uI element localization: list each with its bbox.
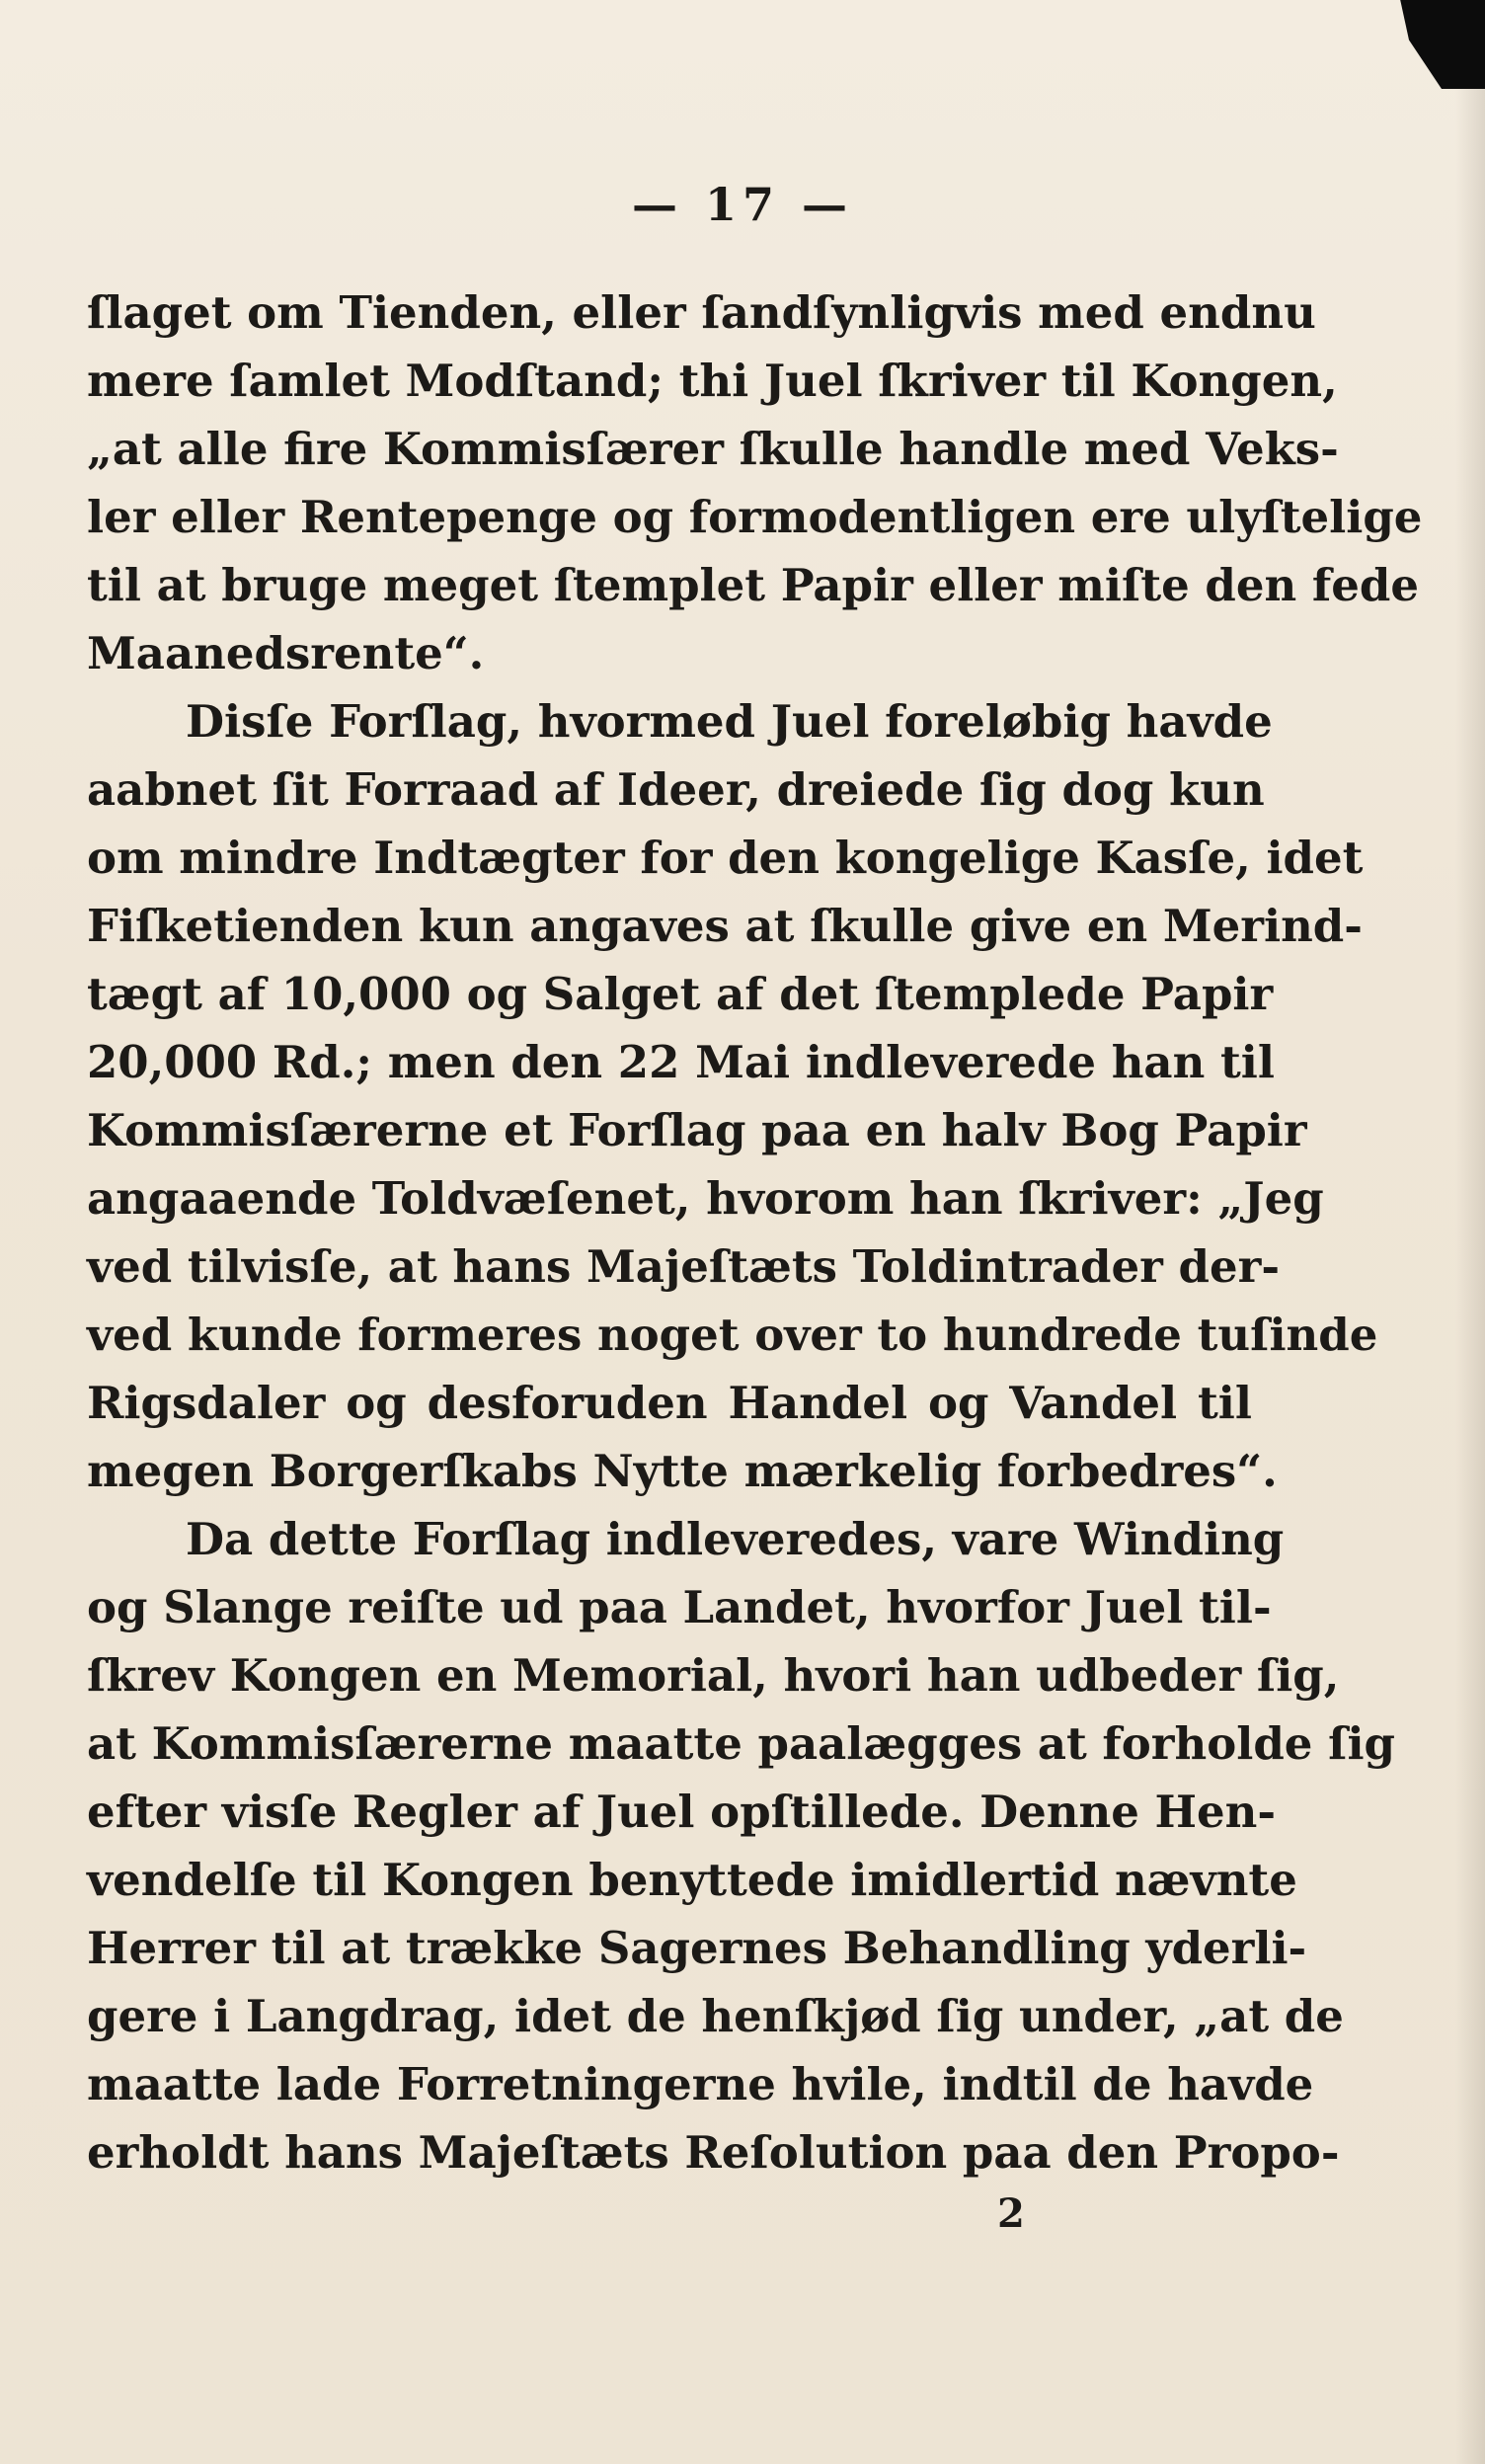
page-edge-shadow: [1455, 89, 1485, 2464]
text-line: aabnet ſit Forraad af Ideer, dreiede ſig dog kun: [87, 763, 1265, 816]
text-line: og Slange reiſte ud paa Landet, hvorfor Juel til-: [87, 1581, 1272, 1633]
text-line: at Kommisſærerne maatte paalægges at forholde ſig: [87, 1717, 1396, 1770]
signature-mark: 2: [997, 2190, 1025, 2237]
page-number: — 17 —: [631, 178, 854, 231]
text-line: Fiſketienden kun angaves at ſkulle give en Merind-: [87, 900, 1363, 952]
text-line: ſlaget om Tienden, eller ſandſynligvis med endnu: [87, 286, 1316, 339]
text-line: Kommisſærerne et Forſlag paa en halv Bog Papir: [87, 1104, 1307, 1156]
text-line: 20,000 Rd.; men den 22 Mai indleverede han til: [87, 1036, 1275, 1088]
text-line: Disſe Forſlag, hvormed Juel foreløbig havde: [186, 695, 1273, 748]
text-line: maatte lade Forretningerne hvile, indtil de havde: [87, 2058, 1314, 2110]
text-line: til at bruge meget ſtemplet Papir eller miſte den fede: [87, 559, 1419, 611]
text-line: tægt af 10,000 og Salget af det ſtemplede Papir: [87, 968, 1274, 1020]
text-line: efter visſe Regler af Juel opſtillede. Denne Hen-: [87, 1786, 1277, 1838]
text-line: ved tilvisſe, at hans Majeſtæts Toldintrader der-: [87, 1240, 1280, 1293]
text-line: „at alle fire Kommisſærer ſkulle handle med Veks-: [87, 423, 1339, 475]
text-line: ſkrev Kongen en Memorial, hvori han udbeder ſig,: [87, 1649, 1340, 1702]
text-line: gere i Langdrag, idet de henſkjød ſig under, „at de: [87, 1990, 1344, 2042]
text-line: angaaende Toldvæſenet, hvorom han ſkriver: „Jeg: [87, 1172, 1324, 1225]
text-line: om mindre Indtægter for den kongelige Kasſe, idet: [87, 832, 1364, 884]
scan-corner-mark: [1376, 0, 1485, 89]
text-line: Da dette Forſlag indleveredes, vare Winding: [186, 1513, 1285, 1565]
text-line: mere ſamlet Modſtand; thi Juel ſkriver til Kongen,: [87, 355, 1338, 407]
text-line: Rigsdaler og desforuden Handel og Vandel til: [87, 1377, 1252, 1429]
body-text: [87, 278, 1423, 2186]
text-line: Maanedsrente“.: [87, 627, 485, 679]
text-line: megen Borgerſkabs Nytte mærkelig forbedres“.: [87, 1445, 1278, 1497]
text-line: Herrer til at trække Sagernes Behandling yderli-: [87, 1922, 1307, 1974]
text-line: ler eller Rentepenge og formodentligen ere ulyſtelige: [87, 491, 1423, 543]
text-line: ved kunde formeres noget over to hundrede tuſinde: [87, 1309, 1378, 1361]
text-line: vendelſe til Kongen benyttede imidlertid nævnte: [87, 1854, 1297, 1906]
text-line: erholdt hans Majeſtæts Reſolution paa den Propo-: [87, 2126, 1340, 2179]
